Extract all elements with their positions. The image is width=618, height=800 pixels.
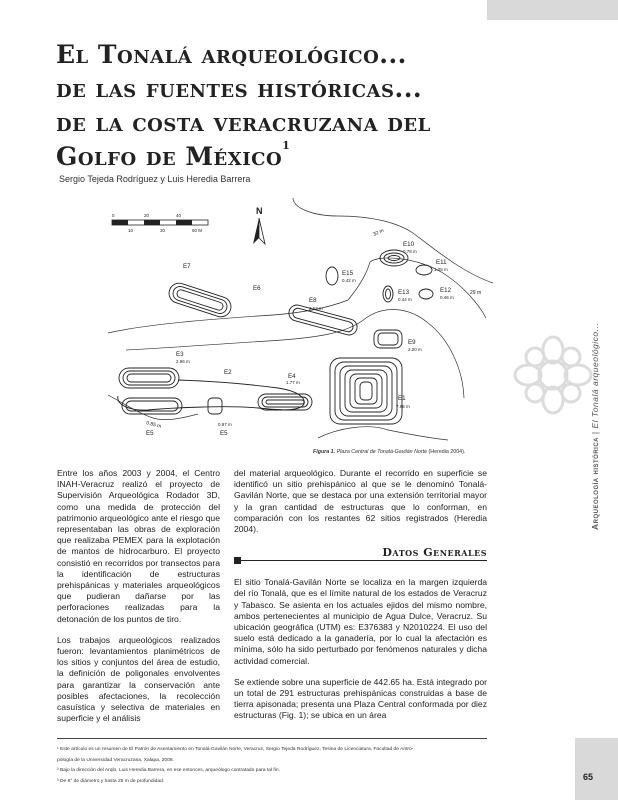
scale-tick-bottom-1: 10 bbox=[128, 228, 134, 233]
section-label: Arqueología histórica bbox=[590, 436, 600, 530]
height-e15: 0.42 m bbox=[342, 278, 356, 283]
page-number-tab bbox=[575, 738, 618, 800]
title-line-2: de las fuentes históricas... bbox=[56, 74, 423, 103]
structure-e12 bbox=[416, 265, 432, 275]
height-e5: 0.97 m bbox=[218, 422, 232, 427]
body-paragraph: Entre los años 2003 y 2004, el Centro INAH-Veracruz realizó el proyecto de Supervisión Arqueológica Rodador 3D, como una medida de protección del patrimonio arqueológico ante el riesgo que representaban las obras de exploración que realizaba PEMEX para la explotación de mantos de hidrocarburo. El proyecto consistió en recorridos por transectos para la identificación de estructuras prehispánicas y materiales arqueológicos que pudieran dañarse por las perforaciones realizadas para la detonación de los puntos de tiro. bbox=[57, 468, 220, 624]
label-e13: E12 bbox=[440, 287, 452, 294]
height-e3: 2.96 m bbox=[176, 359, 190, 364]
structure-e8 bbox=[166, 281, 233, 320]
label-e10: E9 bbox=[408, 339, 416, 346]
label-e6: E5 bbox=[146, 430, 154, 437]
site-plan-figure bbox=[108, 198, 493, 448]
label-e8: E7 bbox=[183, 263, 191, 270]
figure-caption-label: Figura 1. bbox=[313, 449, 336, 455]
scale-tick-top-2: 20 bbox=[144, 213, 150, 218]
structure-e5 bbox=[208, 398, 222, 414]
label-e14: E13 bbox=[398, 289, 410, 296]
height-e12: 1.05 m bbox=[434, 267, 448, 272]
label-e3: E3 bbox=[176, 351, 184, 358]
structure-e15 bbox=[326, 267, 338, 285]
page-number: 65 bbox=[583, 772, 594, 782]
decorative-flower-watermark bbox=[513, 335, 593, 445]
title-line-1: El Tonalá arqueológico... bbox=[56, 40, 407, 69]
contour-label-085: 0.85 m bbox=[145, 420, 162, 430]
label-separator: | bbox=[590, 431, 600, 435]
side-tab-top bbox=[487, 0, 618, 20]
height-e14: 0.44 m bbox=[398, 297, 412, 302]
section-square-marker bbox=[234, 557, 241, 564]
footnote-1-cont: pología de la Universidad Veracruzana, Xalapa, 2008. bbox=[57, 757, 174, 763]
title-footnote-ref: 1 bbox=[282, 139, 291, 152]
label-e7: E6 bbox=[253, 285, 261, 292]
structure-e4 bbox=[258, 394, 312, 410]
contour-label-29: 29 m bbox=[470, 290, 482, 296]
height-e4: 1.77 m bbox=[286, 380, 300, 385]
north-arrow-icon bbox=[253, 206, 265, 244]
structure-e3 bbox=[119, 368, 179, 388]
figure-caption-credit: (Heredia 2004). bbox=[428, 449, 466, 455]
label-e11: E10 bbox=[403, 241, 415, 248]
scale-bar bbox=[112, 213, 208, 233]
label-e2: E2 bbox=[224, 369, 232, 376]
right-column bbox=[234, 468, 487, 732]
title-line-4-text: Golfo de México bbox=[56, 142, 283, 171]
section-rule bbox=[234, 560, 487, 561]
section-heading bbox=[234, 545, 487, 567]
authors: Sergio Tejeda Rodríguez y Luis Heredia Barrera bbox=[59, 174, 251, 184]
scale-tick-top-3: 40 bbox=[176, 213, 182, 218]
body-paragraph: del material arqueológico. Durante el recorrido en superficie se identificó un sitio prehispánico al que se le denominó Tonalá-Gavilán Norte, que se destaca por una extensión territorial mayor y la gran cantidad de estructuras que lo conforman, en comparación con los restantes 62 sitios registrados (Heredia 2004). bbox=[234, 468, 487, 535]
body-paragraph: El sitio Tonalá-Gavilán Norte se localiza en la margen izquierda del río Tonalá, que es el límite natural de los estados de Veracruz y Tabasco. Se asienta en los actuales ejidos del mismo nombre, ambos pertenecientes al municipio de Agua Dulce, Veracruz. Su ubicación geográfica (UTM) es: E376383 y N2010224. El uso del suelo está dedicado a la ganadería, por lo cual la afectación es mínima, sólo ha sido perturbado por fenómenos naturales y dicha actividad comercial. bbox=[234, 577, 487, 666]
structure-e1 bbox=[330, 358, 402, 424]
label-e12: E11 bbox=[436, 259, 447, 266]
label-e5: E5 bbox=[220, 430, 228, 437]
footnote-2: ² Bajo la dirección del Arqlo. Luis Heredia Barrera, en ese entonces, arqueólogo contratado para tal fin. bbox=[57, 768, 280, 773]
structure-e14 bbox=[383, 286, 393, 302]
label-e9: E8 bbox=[309, 297, 317, 304]
footnotes bbox=[57, 738, 487, 787]
height-e10: 2.20 m bbox=[408, 347, 422, 352]
scale-tick-bottom-2: 30 bbox=[160, 228, 166, 233]
height-e9: 2.52 m bbox=[309, 306, 323, 311]
title-line-3: de la costa veracruzana del bbox=[56, 108, 431, 137]
left-column bbox=[57, 468, 220, 734]
figure-caption bbox=[313, 449, 465, 455]
structure-e13 bbox=[419, 289, 433, 299]
north-label: N bbox=[256, 206, 263, 216]
scale-tick-top-1: 0 bbox=[112, 213, 115, 218]
structure-e9 bbox=[287, 303, 359, 337]
body-paragraph: Se extiende sobre una superficie de 442.65 ha. Está integrado por un total de 291 estructuras prehispánicas construidas a base de tierra apisonada; presenta una Plaza Central conformada por diez estructuras (Fig. 1); se ubica en un área bbox=[234, 676, 487, 721]
body-paragraph: Los trabajos arqueológicos realizados fueron: levantamientos planimétricos de los sitios y conjuntos del área de estudio, la definición de poligonales envolventes para garantizar la conservación ante posibles afectaciones, la recolección casuística y selectiva de materiales en superficie y el análisis bbox=[57, 634, 220, 724]
title-line-4 bbox=[56, 140, 431, 174]
label-e4: E4 bbox=[288, 373, 296, 380]
height-e1: 7.66 m bbox=[396, 404, 410, 409]
article-title bbox=[56, 38, 431, 174]
section-title: Datos Generales bbox=[376, 547, 487, 558]
height-e11: 0.78 m bbox=[403, 249, 417, 254]
figure-caption-text: Plaza Central de Tonalá-Gavilán Norte bbox=[336, 449, 428, 455]
contour-label-32: 32 m bbox=[372, 227, 385, 238]
article-short-title: El Tonalá arqueológico... bbox=[590, 322, 600, 429]
footnote-1: ¹ Este artículo es un resumen de El Patrón de Asentamiento en Tonalá-Gavilán Norte, Veracruz, Sergio Tejeda Rodríguez, Tesina de Licenciatura, Facultad de Antro- bbox=[57, 747, 414, 752]
structure-e2 bbox=[118, 380, 305, 410]
label-e15: E15 bbox=[342, 270, 354, 277]
structure-e10 bbox=[374, 330, 402, 348]
label-e1: E1 bbox=[398, 395, 406, 402]
scale-tick-bottom-3: 50 M bbox=[192, 228, 203, 233]
height-e13: 0.46 m bbox=[440, 295, 454, 300]
structure-e6 bbox=[122, 398, 182, 414]
footnote-3: ³ De 6° de diámetro y hasta 25 m de profundidad. bbox=[57, 778, 165, 784]
